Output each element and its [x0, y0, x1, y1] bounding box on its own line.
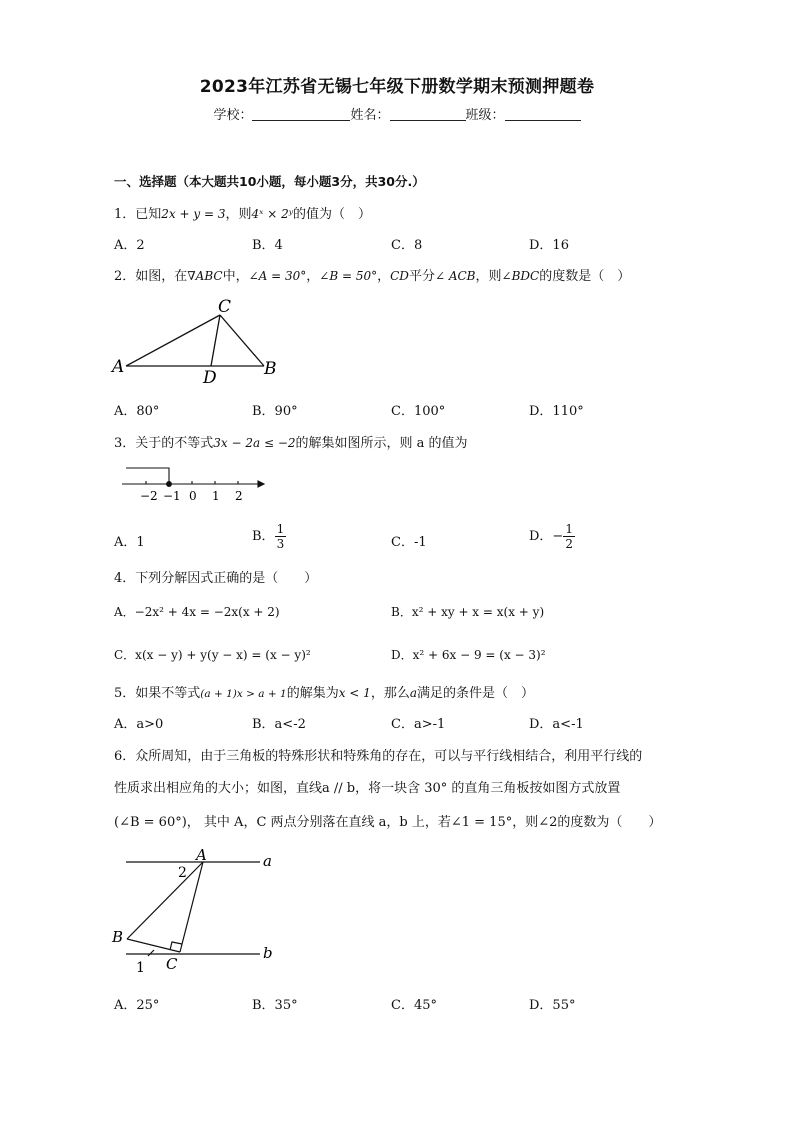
q4-option-b[interactable]: B．x² + xy + x = x(x + y): [391, 605, 545, 619]
question-3-stem: 3．关于的不等式3x − 2a ≤ −2的解集如图所示，则 a 的值为: [114, 436, 468, 451]
q5-option-d[interactable]: D．a<-1: [529, 717, 584, 732]
question-6-stem-line-2: 性质求出相应角的大小；如图，直线a // b，将一块含 30° 的直角三角板按如图方式放置: [114, 781, 621, 796]
q1-option-a[interactable]: A．2: [114, 238, 145, 253]
tick-neg1: −1: [163, 489, 181, 503]
q4-option-d[interactable]: D．x² + 6x − 9 = (x − 3)²: [391, 648, 546, 662]
q6-option-d[interactable]: D．55°: [529, 998, 576, 1013]
number-line-figure: [114, 462, 274, 506]
triangle-abc-figure: [108, 294, 288, 386]
question-6-stem-line-1: 6．众所周知，由于三角板的特殊形状和特殊角的存在，可以与平行线相结合，利用平行线的: [114, 749, 643, 764]
label-a-point: A: [196, 846, 207, 864]
q2-option-b[interactable]: B．90°: [252, 404, 298, 419]
q5-option-a[interactable]: A．a>0: [114, 717, 164, 732]
question-6-stem-line-3: (∠B = 60°)， 其中 A，C 两点分别落在直线 a，b 上，若∠1 = 15°，则∠2的度数为（ ）: [114, 815, 662, 830]
q5-option-c[interactable]: C．a>-1: [391, 717, 446, 732]
label-c: C: [218, 297, 232, 317]
exam-title: 2023年江苏省无锡七年级下册数学期末预测押题卷: [199, 77, 595, 97]
q6-option-a[interactable]: A．25°: [114, 998, 160, 1013]
question-1-stem: 1．已知2x + y = 3，则4ˣ × 2ʸ的值为（ ）: [114, 207, 371, 222]
label-d: D: [203, 368, 217, 386]
question-4-stem: 4．下列分解因式正确的是（ ）: [114, 571, 318, 586]
label-angle-1: 1: [136, 960, 145, 976]
label-b: B: [264, 359, 277, 379]
q6-option-c[interactable]: C．45°: [391, 998, 437, 1013]
q2-option-a[interactable]: A．80°: [114, 404, 160, 419]
label-angle-2: 2: [178, 865, 187, 881]
q4-option-c[interactable]: C．x(x − y) + y(y − x) = (x − y)²: [114, 648, 311, 662]
class-label: 班级：: [465, 108, 505, 123]
q1-option-d[interactable]: D．16: [529, 238, 569, 253]
parallel-lines-shape: [126, 862, 260, 956]
q5-option-b[interactable]: B．a<-2: [252, 717, 306, 732]
q1-option-c[interactable]: C．8: [391, 238, 423, 253]
school-field[interactable]: [252, 107, 350, 121]
triangle-abc-shape: [126, 315, 264, 366]
class-field[interactable]: [505, 107, 581, 121]
label-line-b: b: [263, 944, 273, 962]
question-5-stem: 5．如果不等式(a + 1)x > a + 1的解集为x < 1，那么a满足的条件是（ ）: [114, 686, 534, 701]
tick-neg2: −2: [140, 489, 158, 503]
question-2-stem: 2．如图，在∇ABC中，∠A = 30°，∠B = 50°，CD平分∠ ACB，则∠BDC的度数是（ ）: [114, 269, 631, 284]
section-heading: 一、选择题（本大题共10小题，每小题3分，共30分.）: [114, 174, 425, 189]
name-label: 姓名：: [350, 108, 390, 123]
student-info-line: [0, 104, 794, 123]
q6-option-b[interactable]: B．35°: [252, 998, 298, 1013]
q2-option-d[interactable]: D．110°: [529, 404, 584, 419]
q1-option-b[interactable]: B．4: [252, 238, 283, 253]
tick-2: 2: [235, 489, 243, 503]
label-b-point: B: [112, 928, 124, 946]
name-field[interactable]: [390, 107, 466, 121]
q3-option-c[interactable]: C．-1: [391, 535, 427, 550]
q3-option-d[interactable]: D．− $\frac{1}{2}$: [529, 522, 573, 551]
q2-option-c[interactable]: C．100°: [391, 404, 446, 419]
label-a: A: [112, 357, 125, 377]
label-line-a: a: [263, 852, 272, 870]
q4-option-a[interactable]: A．−2x² + 4x = −2x(x + 2): [114, 605, 280, 619]
parallel-lines-triangle-figure: [108, 842, 288, 980]
q3-option-a[interactable]: A．1: [114, 535, 145, 550]
tick-1: 1: [212, 489, 220, 503]
number-line-shape: [122, 468, 264, 487]
label-c-point: C: [166, 955, 178, 973]
school-label: 学校：: [213, 108, 253, 123]
q3-option-b[interactable]: B． $\frac{1}{3}$: [252, 522, 285, 551]
tick-0: 0: [189, 489, 197, 503]
